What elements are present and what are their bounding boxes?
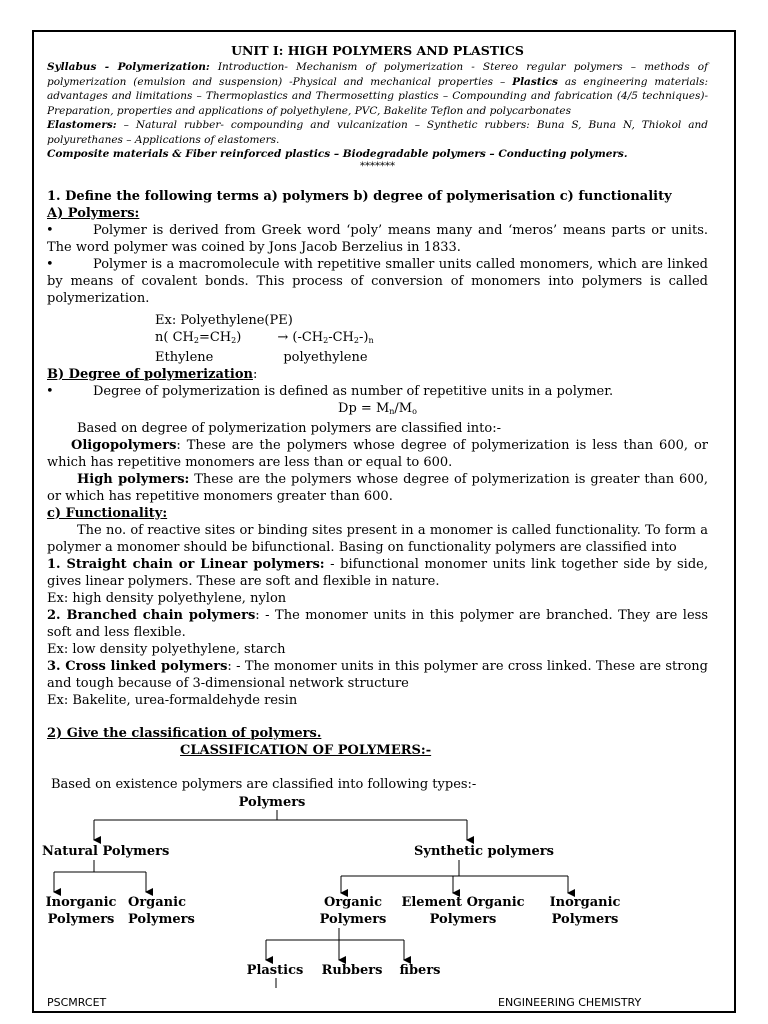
elastomers-text: – Natural rubber- compounding and vulcanization – Synthetic rubbers: Buna S, Buna N, Thiokol and polyurethanes – Applications of elastomers. (47, 119, 708, 146)
tree-node-element-organic: Element Organic Polymers (401, 895, 525, 927)
bullet-icon: • (46, 256, 54, 272)
tree-node-natural: Natural Polymers (42, 844, 170, 859)
tree-node-inorganic-synthetic: Inorganic Polymers (549, 895, 621, 927)
bullet-icon: • (46, 222, 54, 238)
linear-polymers: 1. Straight chain or Linear polymers: - bifunctional monomer units link together side by side, gives linear polymers. These are soft and flexible in nature. (47, 556, 708, 589)
q2-title: 2) Give the classification of polymers. (47, 725, 322, 741)
bullet-icon: • (46, 383, 54, 399)
syllabus-text-2: as engineering materials: advantages and limitations – Thermoplastics and Thermosetting plastics – Compounding and fabrication (4/5 techniques)- Preparation, properties and applications of polyethylene, PVC, Bakelite Teflon and polycarbonates (47, 75, 709, 117)
q1-title: 1. Define the following terms a) polymers b) degree of polymerisation c) functionality (47, 188, 672, 204)
polymerization-equation: n( $CH_2=CH_2) \to (-CH_2-CH_2-)_n$ (155, 329, 374, 345)
classification-intro: Based on existence polymers are classified into following types:- (51, 776, 477, 792)
composites-text: Composite materials & Fiber reinforced plastics – Biodegradable polymers – Conducting polymers. (47, 148, 628, 160)
polyethylene-label: polyethylene (283, 349, 368, 365)
elastomers-label: Elastomers: (47, 119, 117, 131)
unit-title: UNIT I: HIGH POLYMERS AND PLASTICS (231, 43, 524, 58)
example-line: Ex: Polyethylene(PE) (155, 312, 293, 328)
dp-formula: $Dp = M_n/M_o$ (338, 400, 417, 416)
bullet-text: Polymer is a macromolecule with repetitive smaller units called monomers, which are linked by means of covalent bonds. This process of conversion of monomers into polymers is called polymerization. (47, 256, 708, 306)
linear-example: Ex: high density polyethylene, nylon (47, 590, 287, 606)
crosslinked-polymers: 3. Cross linked polymers: - The monomer units in this polymer are cross linked. These are strong and tough because of 3-dimensional network structure (47, 658, 708, 691)
tree-node-fibers: fibers (399, 963, 441, 978)
dp-classification-intro: Based on degree of polymerization polymers are classified into:- (77, 420, 501, 436)
tree-node-organic-synthetic: Organic Polymers (319, 895, 387, 927)
polymers-heading: A) Polymers: (47, 205, 140, 221)
oligopolymers-def: Oligopolymers: These are the polymers whose degree of polymerization is less than 600, or which has repetitive monomers are less than or equal to 600. (47, 437, 708, 470)
degree-heading: B) Degree of polymerization: (47, 366, 258, 382)
tree-node-organic-natural: Organic Polymers (128, 895, 195, 927)
arrow-icon: → (277, 329, 289, 345)
syllabus-text: Introduction- Mechanism of polymerization - Stereo regular polymers – methods of polymerization (emulsion and suspension) -Physical and mechanical properties – (47, 61, 708, 88)
classification-heading: CLASSIFICATION OF POLYMERS:- (180, 742, 432, 758)
crosslinked-example: Ex: Bakelite, urea-formaldehyde resin (47, 692, 298, 708)
functionality-def: The no. of reactive sites or binding sites present in a monomer is called functionality. To form a polymer a monomer should be bifunctional. Basing on functionality polymers are classified into (47, 522, 708, 555)
separator-stars: ******* (360, 160, 395, 172)
ethylene-label: Ethylene (155, 349, 214, 365)
tree-node-synthetic: Synthetic polymers (414, 844, 554, 859)
footer-right: ENGINEERING CHEMISTRY (498, 996, 642, 1009)
bullet-text: Degree of polymerization is defined as number of repetitive units in a polymer. (93, 383, 614, 399)
syllabus-label: Syllabus - Polymerization: (47, 61, 210, 73)
tree-node-inorganic-natural: Inorganic Polymers (45, 895, 117, 927)
tree-node-rubbers: Rubbers (321, 963, 383, 978)
tree-node-plastics: Plastics (246, 963, 304, 978)
branched-example: Ex: low density polyethylene, starch (47, 641, 286, 657)
plastics-label: Plastics (512, 75, 558, 88)
functionality-heading: c) Functionality: (47, 505, 168, 521)
footer-left: PSCMRCET (47, 996, 107, 1009)
branched-polymers: 2. Branched chain polymers: - The monomer units in this polymer are branched. They are less soft and less flexible. (47, 607, 708, 640)
high-polymers-def: High polymers: These are the polymers whose degree of polymerization is greater than 600, or which has repetitive monomers greater than 600. (47, 471, 708, 504)
bullet-text: Polymer is derived from Greek word ‘poly’ means many and ‘meros’ means parts or units. The word polymer was coined by Jons Jacob Berzelius in 1833. (47, 222, 708, 255)
tree-node-polymers: Polymers (238, 795, 306, 810)
